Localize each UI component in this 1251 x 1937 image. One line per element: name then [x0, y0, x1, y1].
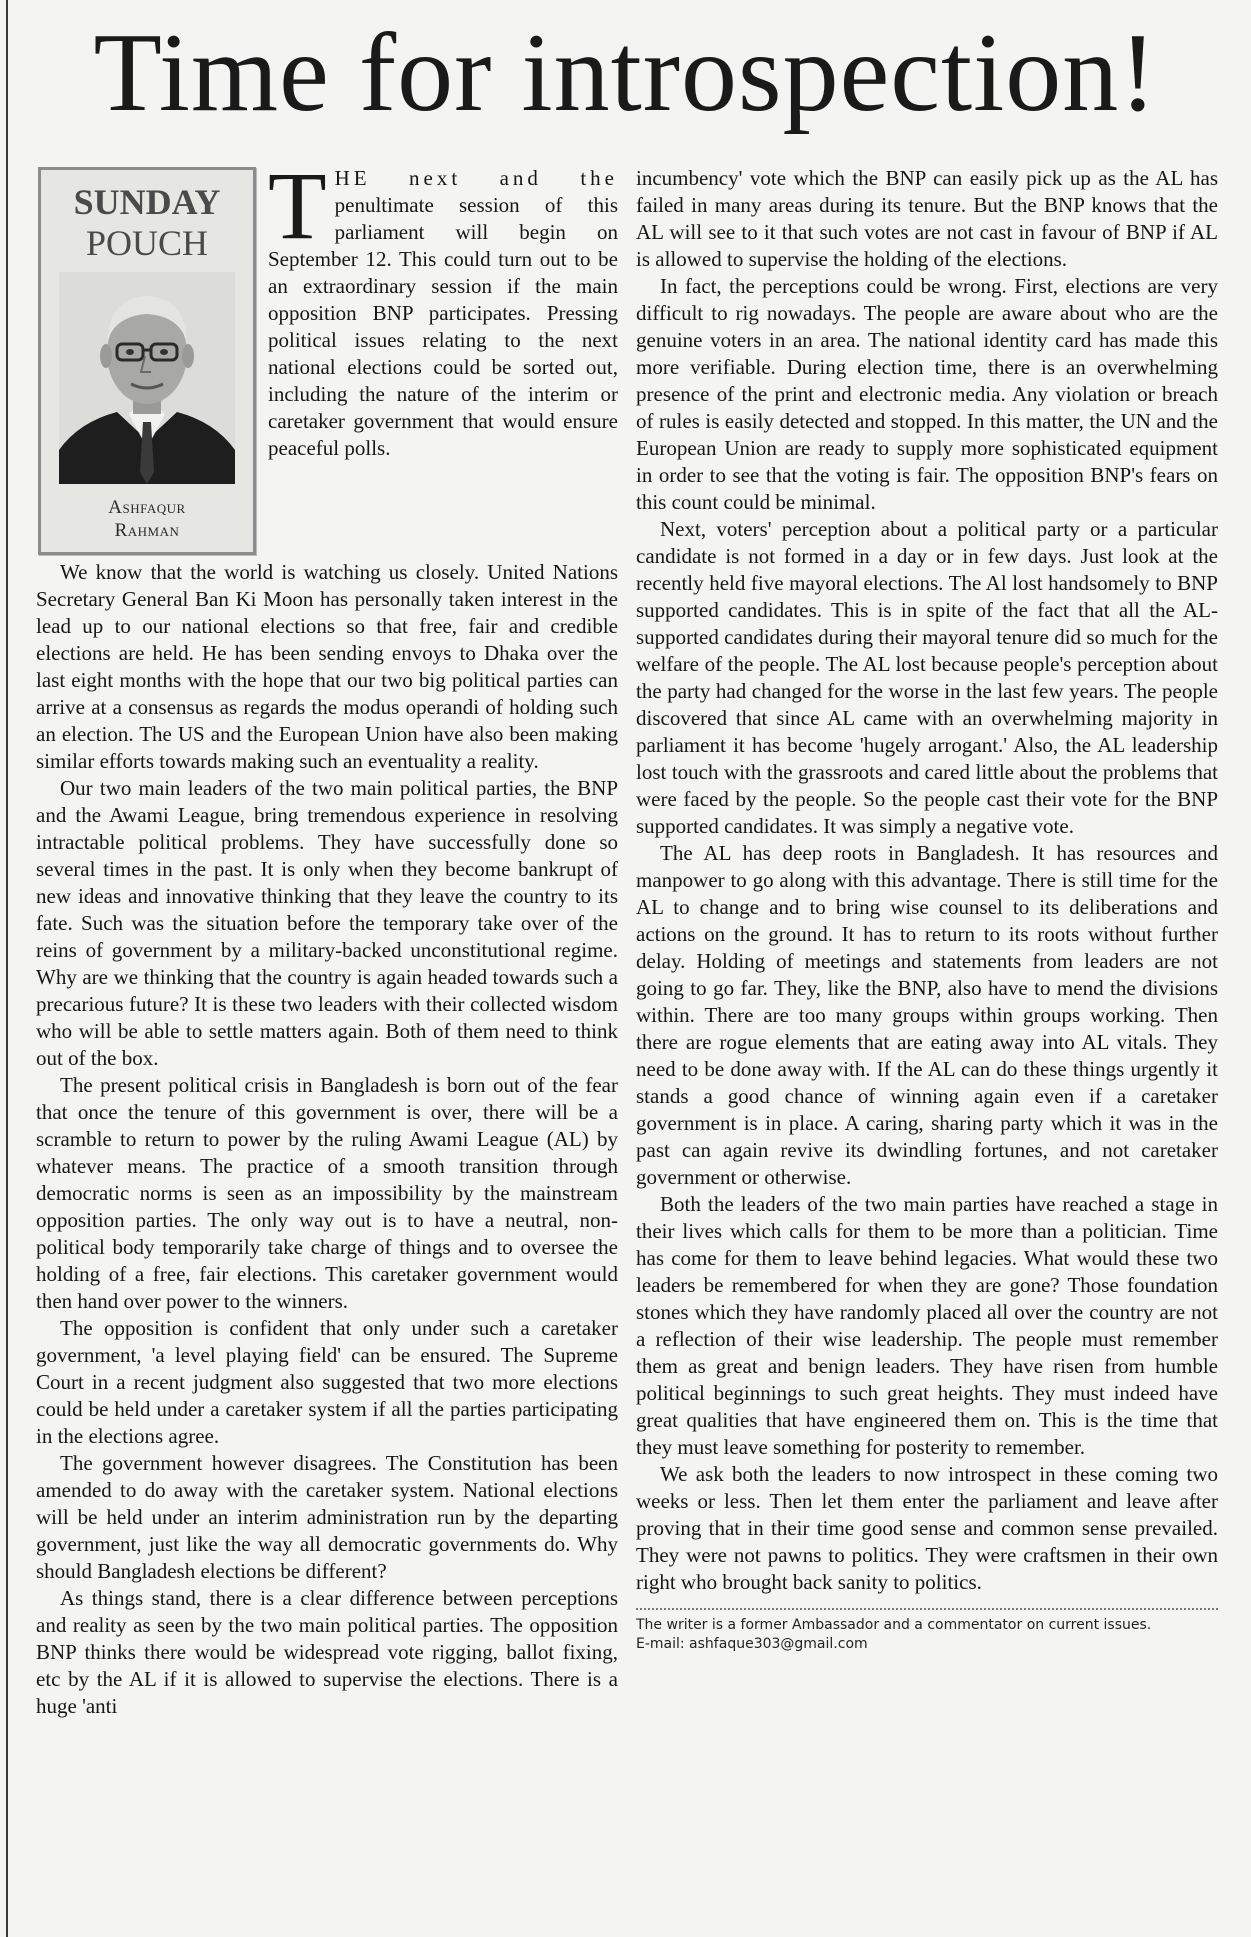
left-body-text — [36, 559, 618, 1720]
column-title — [41, 182, 253, 264]
right-body-text — [636, 165, 1218, 1596]
author-note — [636, 1608, 1218, 1654]
paragraph: We ask both the leaders to now introspect in these coming two weeks or less. Then let them enter the parliament and leave after proving that in their time good sense and common sense prevailed. They were not pawns to politics. They were craftsmen in their own right who brought back sanity to politics. — [636, 1462, 1218, 1594]
paragraph: We know that the world is watching us closely. United Nations Secretary General Ban Ki Moon has personally taken interest in the lead up to our national elections so that free, fair and credible elections are held. He has been sending envoys to Dhaka over the last eight months with the hope that our two big political parties can arrive at a consensus as regards the modus operandi of holding such an election. The US and the European Union have also been making similar efforts towards making such an eventuality a reality. — [36, 560, 618, 773]
paragraph: Next, voters' perception about a political party or a particular candidate is not formed in a day or in few days. Just look at the recently held five mayoral elections. The Al lost handsomely to BNP supported candidates. This is in spite of the fact that all the AL-supported candidates during their mayoral tenure did so much for the welfare of the people. The AL lost because people's perception about the party had changed for the worse in the last few years. The people discovered that since AL came with an overwhelming majority in parliament it has become 'hugely arrogant.' Also, the AL leadership lost touch with the grassroots and cared little about the problems that were faced by the people. So the people cast their vote for the BNP supported candidates. It was simply a negative vote. — [636, 517, 1218, 838]
author-credentials: The writer is a former Ambassador and a commentator on current issues. — [636, 1617, 1152, 1633]
paragraph: The opposition is confident that only under such a caretaker government, 'a level playing field' can be ensured. The Supreme Court in a recent judgment also suggested that two more elections could be held under a caretaker system if all the parties participating in the elections agree. — [36, 1316, 618, 1448]
author-email: E-mail: ashfaque303@gmail.com — [636, 1636, 868, 1652]
paragraph: As things stand, there is a clear difference between perceptions and reality as seen by the two main political parties. The opposition BNP thinks there would be widespread vote rigging, ballot fixing, etc by the AL if it is allowed to supervise the elections. There is a huge 'anti — [36, 1586, 618, 1718]
paragraph: The AL has deep roots in Bangladesh. It has resources and manpower to go along with this advantage. There is still time for the AL to change and to bring wise counsel to its deliberations and actions on the ground. It has to return to its roots without further delay. Holding of meetings and statements from leaders are not going to go far. They, like the BNP, also have to mend the divisions within. There are too many groups within groups working. Then there are rogue elements that are eating away into AL vitals. They need to be done away with. If the AL can do these things urgently it stands a good chance of winning again even if a caretaker government is in place. A caring, sharing party which it was in the past can again revive its dwindling fortunes, and not caretaker government or otherwise. — [636, 841, 1218, 1189]
intro-block — [36, 152, 618, 559]
lead-in-caps: HE next and the — [334, 166, 618, 190]
left-column — [36, 152, 618, 1720]
author-last-name: Rahman — [114, 520, 180, 541]
author-portrait — [59, 272, 235, 484]
column-badge — [38, 167, 256, 555]
right-column — [636, 165, 1218, 1654]
column-title-line2: POUCH — [85, 223, 209, 263]
paragraph: In fact, the perceptions could be wrong. First, elections are very difficult to rig nowadays. The people are aware about who are the genuine voters in an area. The national identity card has made this more verifiable. During election time, there is an overwhelming presence of the print and electronic media. Any violation or breach of rules is easily detected and stopped. In this matter, the UN and the European Union are ready to supply more sophisticated equipment in order to see that the voting is fair. The opposition BNP's fears on this count could be minimal. — [636, 274, 1218, 514]
continued-paragraph: incumbency' vote which the BNP can easily pick up as the AL has failed in many areas during its tenure. But the BNP knows that the AL will see to it that such votes are not cast in favour of BNP if AL is allowed to supervise the holding of the elections. — [636, 166, 1218, 271]
author-first-name: Ashfaqur — [108, 497, 186, 518]
author-name — [41, 496, 253, 542]
drop-cap: T — [268, 152, 327, 259]
article-body — [36, 152, 1218, 1905]
column-title-line1: SUNDAY — [73, 182, 221, 222]
paragraph: Both the leaders of the two main parties have reached a stage in their lives which calls for them to be more than a politician. Time has come for them to leave behind legacies. What would these two leaders be remembered for when they are gone? Those foundation stones which they have randomly placed all over the country are not a reflection of their wise leadership. The people must remember them as great and benign leaders. They have risen from humble political beginnings to such great heights. They must indeed have great qualities that have engineered them on. This is the time that they must leave something for posterity to remember. — [636, 1192, 1218, 1459]
intro-text: penultimate session of this parliament will begin on September 12. This could turn out to be an extraordinary session if the main opposition BNP participates. Pressing political issues relating to the next national elections could be sorted out, including the nature of the interim or caretaker government that would ensure peaceful polls. — [268, 193, 618, 460]
page-left-border — [6, 0, 8, 1937]
headline: Time for introspection! — [93, 11, 1158, 135]
paragraph: Our two main leaders of the two main political parties, the BNP and the Awami League, bring tremendous experience in resolving intractable political problems. They have successfully done so several times in the past. It is only when they become bankrupt of new ideas and innovative thinking that they leave the country to its fate. Such was the situation before the temporary take over of the reins of government by a military-backed unconstitutional regime. Why are we thinking that the country is again headed towards such a precarious future? It is these two leaders with their collected wisdom who will be able to settle matters again. Both of them need to think out of the box. — [36, 776, 618, 1070]
paragraph: The present political crisis in Bangladesh is born out of the fear that once the tenure of this government is over, there will be a scramble to return to power by the ruling Awami League (AL) by whatever means. The practice of a smooth transition through democratic norms is seen as an impossibility by the mainstream opposition parties. The only way out is to have a neutral, non-political body temporarily take charge of things and to oversee the holding of a free, fair elections. This caretaker government would then hand over power to the winners. — [36, 1073, 618, 1313]
intro-paragraph — [268, 152, 618, 462]
paragraph: The government however disagrees. The Constitution has been amended to do away with the caretaker system. National elections will be held under an interim administration run by the departing government, just like the way all democratic governments do. Why should Bangladesh elections be different? — [36, 1451, 618, 1583]
